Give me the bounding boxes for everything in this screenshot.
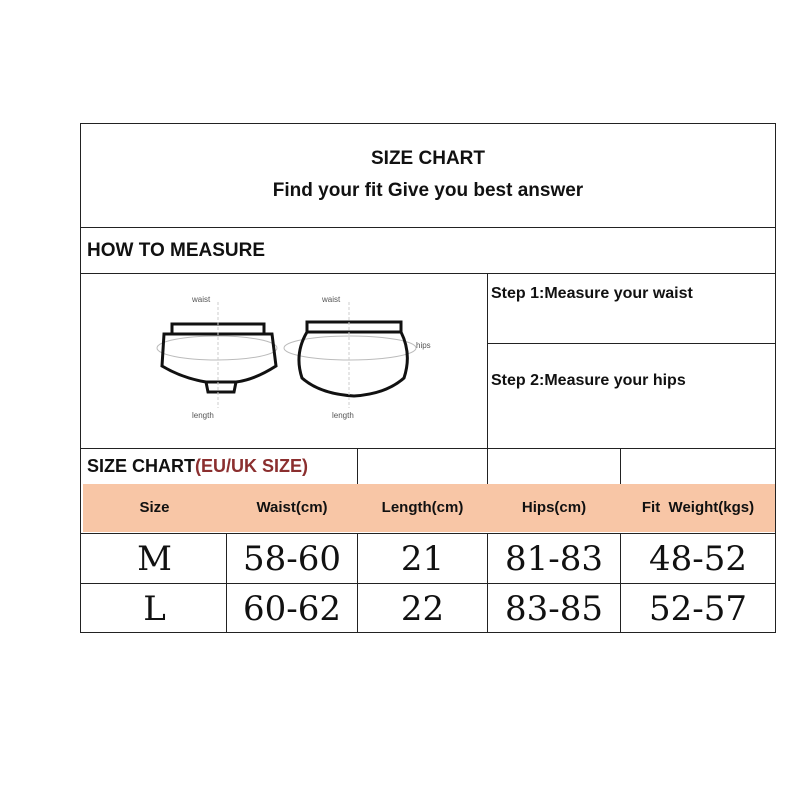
brief-front-icon	[157, 295, 277, 420]
table-cell-weight: 52-57	[648, 589, 747, 629]
page-title: SIZE CHART	[371, 148, 485, 169]
divider	[80, 448, 776, 449]
divider	[487, 273, 488, 448]
column-header-hips: Hips(cm)	[521, 499, 587, 516]
divider	[357, 448, 358, 484]
table-cell-waist: 58-60	[242, 539, 341, 579]
table-cell-hips: 83-85	[504, 589, 603, 629]
table-cell-size: L	[143, 589, 166, 629]
table-cell-weight: 48-52	[648, 539, 747, 579]
measurement-diagram	[150, 288, 450, 428]
divider	[487, 448, 488, 484]
step-hips: Step 2:Measure your hips	[491, 372, 686, 389]
divider	[80, 227, 776, 228]
size-chart-heading-main: SIZE CHART	[87, 456, 195, 476]
table-cell-length: 22	[400, 589, 445, 629]
size-chart-heading-accent: (EU/UK SIZE)	[195, 456, 309, 476]
waist-label: waist	[192, 295, 211, 304]
column-header-size: Size	[139, 499, 170, 516]
divider	[487, 343, 776, 344]
how-to-measure-heading: HOW TO MEASURE	[87, 240, 266, 261]
size-chart-heading	[87, 456, 308, 477]
table-cell-size: M	[137, 539, 172, 579]
column-header-weight: Fit Weight(kgs)	[641, 499, 755, 516]
column-header-waist: Waist(cm)	[256, 499, 328, 516]
waist-label: waist	[322, 295, 341, 304]
step-waist: Step 1:Measure your waist	[491, 285, 693, 302]
column-header-length: Length(cm)	[381, 499, 464, 516]
brief-back-icon	[284, 295, 431, 420]
divider	[620, 448, 621, 484]
length-label: length	[192, 411, 214, 420]
table-cell-length: 21	[400, 539, 445, 579]
table-cell-waist: 60-62	[242, 589, 341, 629]
hips-label: hips	[416, 341, 431, 350]
divider	[80, 273, 776, 274]
page-subtitle: Find your fit Give you best answer	[272, 180, 584, 201]
length-label: length	[332, 411, 354, 420]
table-cell-hips: 81-83	[504, 539, 603, 579]
